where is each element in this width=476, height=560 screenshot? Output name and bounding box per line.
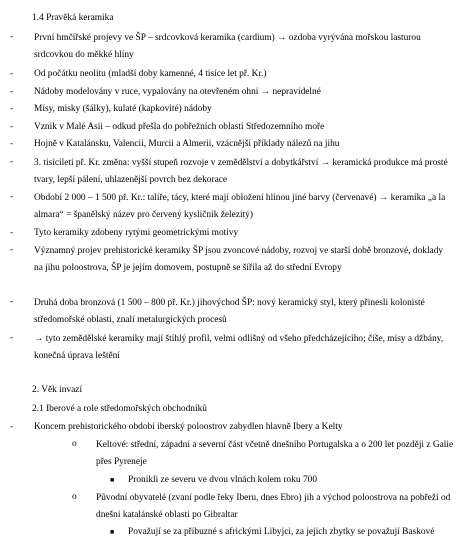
list-item-text: Významný projev prehistorické keramiky ŠP jsou zvoncové nádoby, rozvoj ve starší době bronzové, doklady na jihu poloostrova, ŠP je jejím domovem, postupně se šířila až do střední Evropy [34, 246, 444, 274]
bullet-dash: - [10, 69, 14, 79]
list-item-text: Mísy, misky (šálky), kulaté (kapkovité) nádoby [34, 104, 212, 114]
list-item-text: 3. tisíciletí př. Kr. změna: vyšší stupeň rozvoje v zemědělství a dobytkářství → keramická produkce má prosté tvary, lepší pálení, uhlazenější povrch bez dekorace [34, 158, 448, 186]
list-item-text: Období 2 000 – 1 500 př. Kr.: talíře, tácy, které mají obložení hlínou jiné barvy (červenavé) → keramika „a la almara“ = španělský název pro červený kysličník železitý) [34, 193, 446, 221]
list-item-text: → tyto zemědělské keramiky mají štíhlý profil, velmi odlišný od všeho předcházejícího; číše, mísy a džbány, konečná úprava leštění [34, 334, 444, 362]
bullet-square: ■ [110, 528, 115, 536]
section-heading-vek-invazi: 2. Věk invazí [32, 385, 83, 395]
bullet-dash: - [10, 333, 14, 343]
list-item-text: První hmčířské projevy ve ŠP – srdcovková keramika (cardium) → ozdoba vyrývána mořskou lasturou srdcovkou do měkké hlíny [34, 33, 421, 61]
bullet-square: ■ [110, 476, 115, 484]
list-item-text: Nádoby modelovány v ruce, vypalovány na otevřeném ohni → nepravidelné [34, 87, 321, 97]
bullet-dash: - [10, 87, 14, 97]
list-item-text: Od počátku neolitu (mladší doby kamenné, 4 tisíce let př. Kr.) [34, 69, 267, 79]
bullet-dash: - [10, 32, 14, 42]
bullet-circle: o [72, 492, 77, 502]
sub-list-item-text: Původní obyvatelé (zvaní podle řeky Iberu, dnes Ebro) jih a východ poloostrova na pobřeží od dnešní katalánské oblasti po Gibraltar [96, 493, 451, 521]
sub-heading-iberove: 2.1 Iberové a role středomořských obchodníků [32, 404, 207, 414]
bullet-dash: - [10, 122, 14, 132]
list-item-text: Koncem prehistorického období iberský poloostrov zabydlen hlavně Ibery a Kelty [34, 422, 343, 432]
list-item-text: Tyto keramiky zdobeny rytými geometrickými motivy [34, 228, 239, 238]
bullet-dash: - [10, 192, 14, 202]
list-item-text: Hojně v Katalánsku, Valencii, Murcii a Almerii, vzácnější příklady nálezů na jihu [34, 139, 340, 149]
bullet-dash: - [10, 139, 14, 149]
bullet-dash: - [10, 245, 14, 255]
bullet-dash: - [10, 297, 14, 307]
bullet-dash: - [10, 157, 14, 167]
sub-sub-list-item-text: Pronikli ze severu ve dvou vlnách kolem roku 700 [128, 475, 318, 485]
bullet-dash: - [10, 228, 14, 238]
list-item-text: Vznik v Malé Asii – odkud přešla do pobřežních oblastí Středozemního moře [34, 122, 325, 132]
bullet-dash: - [10, 104, 14, 114]
bullet-circle: o [72, 439, 77, 449]
list-item-text: Druhá doba bronzová (1 500 – 800 př. Kr.) jihovýchod ŠP: nový keramický styl, který přinesli kolonisté středomořské oblasti, znalí metalurgických procesů [34, 298, 425, 326]
section-heading-pravek-keramika: 1.4 Pravěká keramika [32, 13, 114, 23]
bullet-dash: - [10, 422, 14, 432]
sub-sub-list-item-text: Považují se za příbuzné s africkými Libyjci, za jejich zbytky se považují Baskové [128, 527, 435, 537]
sub-list-item-text: Keltové: střední, západní a severní část včetně dnešního Portugalska a o 200 let později z Galie přes Pyreneje [96, 440, 454, 468]
